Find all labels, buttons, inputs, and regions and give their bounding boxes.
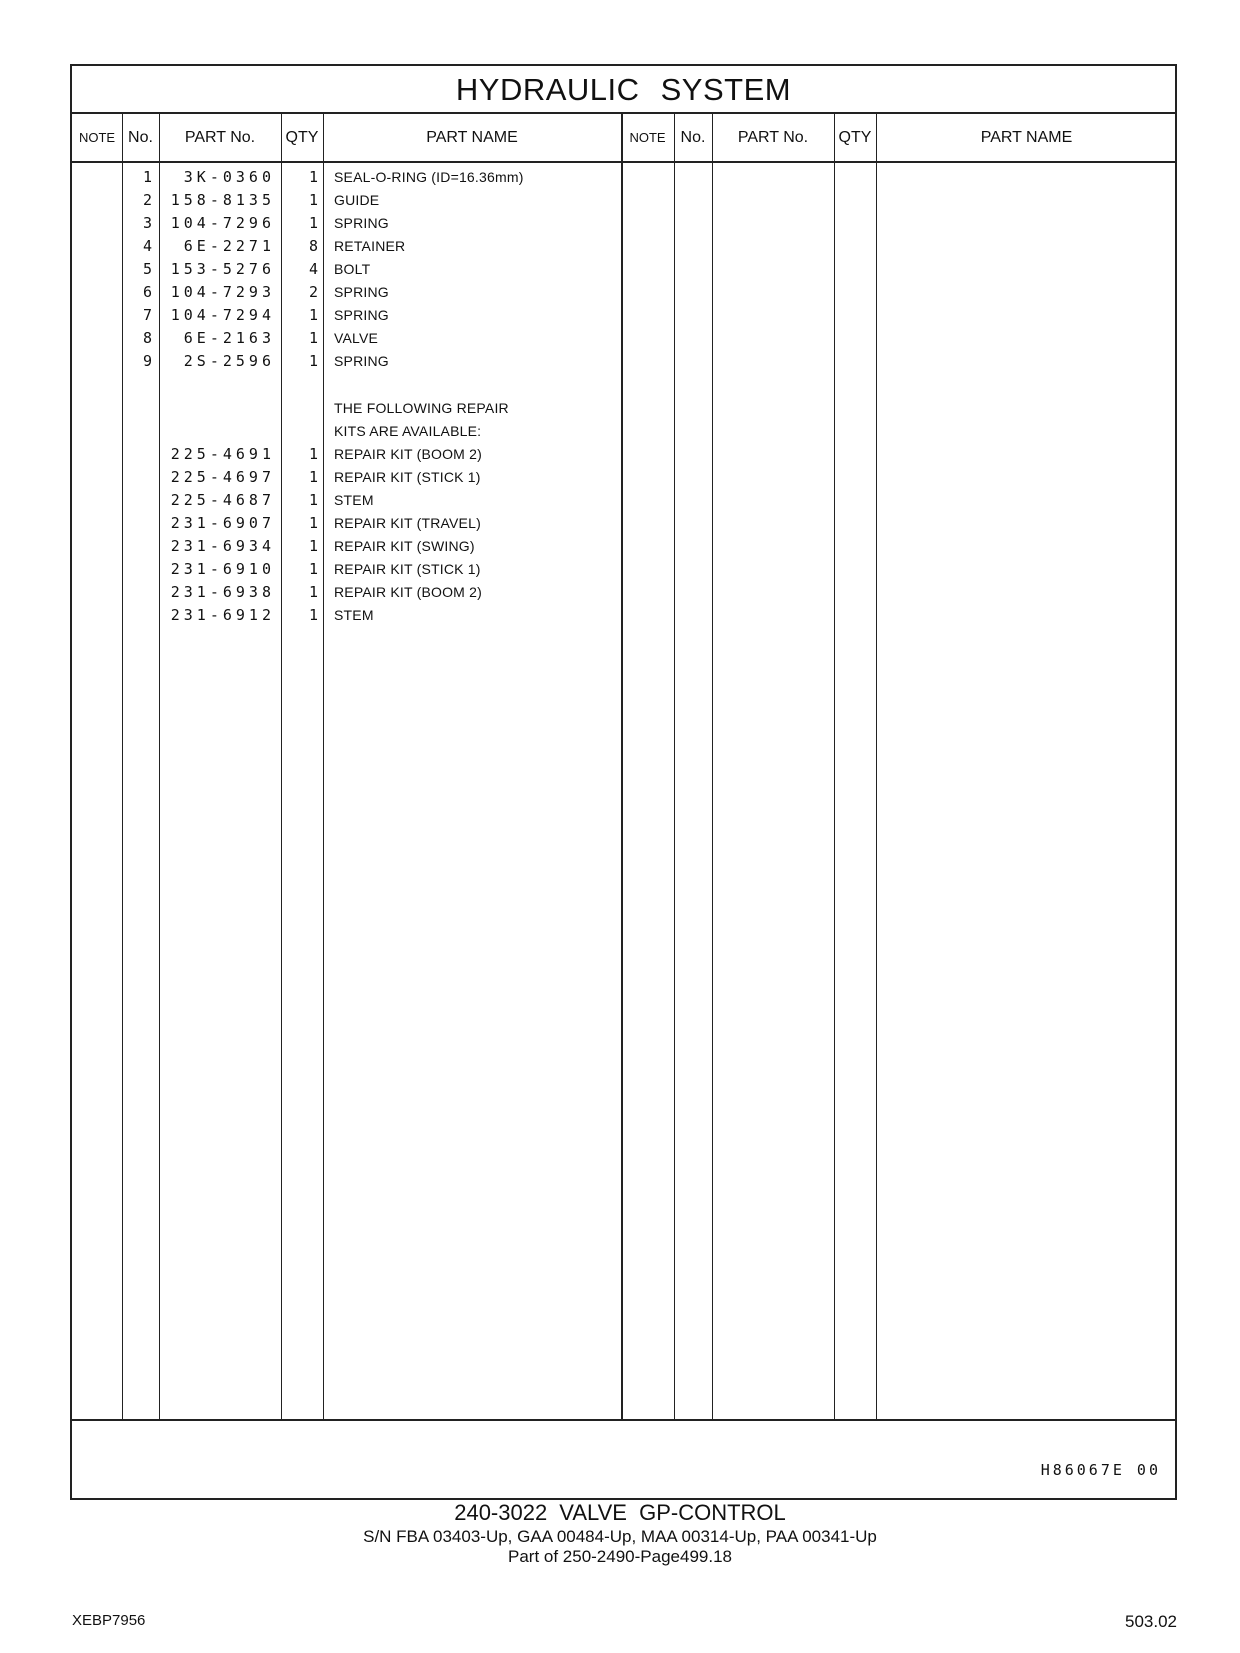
row-part-number: 104-7293: [170, 283, 275, 302]
row-part-name: REPAIR KIT (BOOM 2): [334, 445, 482, 462]
row-item-number: [122, 466, 152, 489]
row-part-number: [159, 397, 275, 420]
column-rule: [674, 114, 675, 1421]
row-part-number: 2S-2596: [183, 352, 275, 371]
row-part-number: 6E-2163: [183, 329, 275, 348]
row-item-number: 3: [142, 214, 152, 233]
row-part-name: REPAIR KIT (SWING): [334, 537, 475, 554]
row-item-number: [122, 489, 152, 512]
page-number: 503.02: [1125, 1612, 1177, 1631]
row-part-name: VALVE: [334, 330, 379, 347]
row-quantity: 1: [308, 536, 318, 555]
row-item-number: 6: [142, 283, 152, 302]
row-item-number: [122, 558, 152, 581]
header-no-right: No.: [680, 129, 706, 146]
row-part-number: 225-4697: [170, 467, 275, 486]
section-title: HYDRAULIC SYSTEM: [72, 66, 1175, 114]
row-quantity: [281, 373, 318, 396]
row-item-number: 7: [142, 306, 152, 325]
row-part-name: RETAINER: [334, 238, 406, 255]
row-part-name: [334, 373, 619, 396]
row-quantity: 1: [308, 513, 318, 532]
footer-divider: [72, 1419, 1175, 1421]
header-no-left: No.: [128, 129, 153, 146]
row-quantity: 1: [308, 444, 318, 463]
row-quantity: 1: [308, 329, 318, 348]
row-quantity: 4: [308, 260, 318, 279]
row-quantity: 1: [308, 605, 318, 624]
row-item-number: [122, 443, 152, 466]
header-part-name-left: PART NAME: [426, 129, 518, 146]
row-quantity: 1: [308, 352, 318, 371]
assembly-caption: 240-3022 VALVE GP-CONTROL: [454, 1500, 786, 1525]
column-rule: [323, 114, 324, 1421]
row-item-number: [122, 535, 152, 558]
row-part-name: KITS ARE AVAILABLE:: [334, 422, 482, 439]
parts-list-frame: [70, 64, 1177, 1500]
row-quantity: 1: [308, 582, 318, 601]
row-item-number: 8: [142, 329, 152, 348]
row-quantity: 1: [308, 168, 318, 186]
row-part-name: SPRING: [334, 284, 389, 301]
header-qty-left: QTY: [285, 129, 319, 146]
header-part-name-right: PART NAME: [980, 129, 1073, 146]
row-part-name: SEAL-O-RING (ID=16.36mm): [334, 169, 524, 185]
header-part-no-right: PART No.: [737, 129, 809, 146]
row-item-number: [122, 604, 152, 627]
row-part-number: 104-7294: [170, 306, 275, 325]
row-part-name: REPAIR KIT (STICK 1): [334, 468, 481, 485]
row-part-number: 231-6912: [170, 605, 275, 624]
row-item-number: [122, 581, 152, 604]
row-part-name: STEM: [334, 606, 374, 623]
row-quantity: 1: [308, 559, 318, 578]
row-quantity: 1: [308, 214, 318, 233]
row-part-number: 6E-2271: [183, 237, 275, 256]
row-part-name: BOLT: [334, 261, 371, 278]
column-rule: [712, 114, 713, 1421]
row-item-number: 9: [142, 352, 152, 371]
row-part-number: 231-6907: [170, 513, 275, 532]
row-part-number: 231-6934: [170, 536, 275, 555]
row-part-name: REPAIR KIT (BOOM 2): [334, 583, 482, 600]
row-part-number: 153-5276: [170, 260, 275, 279]
row-part-number: 225-4691: [170, 444, 275, 463]
publication-number: XEBP7956: [72, 1612, 146, 1629]
row-quantity: [281, 397, 318, 420]
header-part-no-left: PART No.: [184, 129, 256, 146]
row-part-number: 231-6910: [170, 559, 275, 578]
row-part-name: REPAIR KIT (STICK 1): [334, 560, 481, 577]
row-quantity: 1: [308, 306, 318, 325]
row-part-number: 158-8135: [170, 191, 275, 210]
header-note-right: NOTE: [629, 130, 666, 145]
row-quantity: [281, 420, 318, 443]
row-item-number: 4: [142, 237, 152, 256]
row-part-name: STEM: [334, 491, 374, 508]
row-part-number: [159, 420, 275, 443]
row-part-number: 3K-0360: [183, 168, 275, 186]
row-item-number: [122, 373, 152, 396]
row-quantity: 1: [308, 490, 318, 509]
row-part-number: [159, 373, 275, 396]
row-quantity: 1: [308, 191, 318, 210]
row-item-number: 2: [142, 191, 152, 210]
row-item-number: [122, 397, 152, 420]
row-quantity: 1: [308, 467, 318, 486]
row-item-number: [122, 420, 152, 443]
row-part-number: 104-7296: [170, 214, 275, 233]
header-qty-right: QTY: [838, 129, 872, 146]
row-part-name: SPRING: [334, 353, 389, 370]
row-part-name: THE FOLLOWING REPAIR: [334, 399, 509, 416]
row-quantity: 8: [308, 237, 318, 256]
row-item-number: [122, 512, 152, 535]
header-note-left: NOTE: [78, 130, 116, 145]
column-rule: [834, 114, 835, 1421]
row-item-number: 1: [142, 168, 152, 186]
row-item-number: 5: [142, 260, 152, 279]
part-of-caption: Part of 250-2490-Page499.18: [507, 1547, 732, 1566]
document-code: H86067E 00: [1040, 1461, 1161, 1479]
row-part-name: GUIDE: [334, 192, 380, 209]
row-quantity: 2: [308, 283, 318, 302]
serial-number-caption: S/N FBA 03403-Up, GAA 00484-Up, MAA 00314-Up, PAA 00341-Up: [363, 1527, 877, 1546]
row-part-name: SPRING: [334, 215, 389, 232]
row-part-name: SPRING: [334, 307, 389, 324]
header-divider: [72, 161, 1175, 163]
row-part-number: 225-4687: [170, 490, 275, 509]
row-part-number: 231-6938: [170, 582, 275, 601]
row-part-name: REPAIR KIT (TRAVEL): [334, 514, 481, 531]
center-column-rule: [621, 114, 623, 1421]
column-rule: [876, 114, 877, 1421]
